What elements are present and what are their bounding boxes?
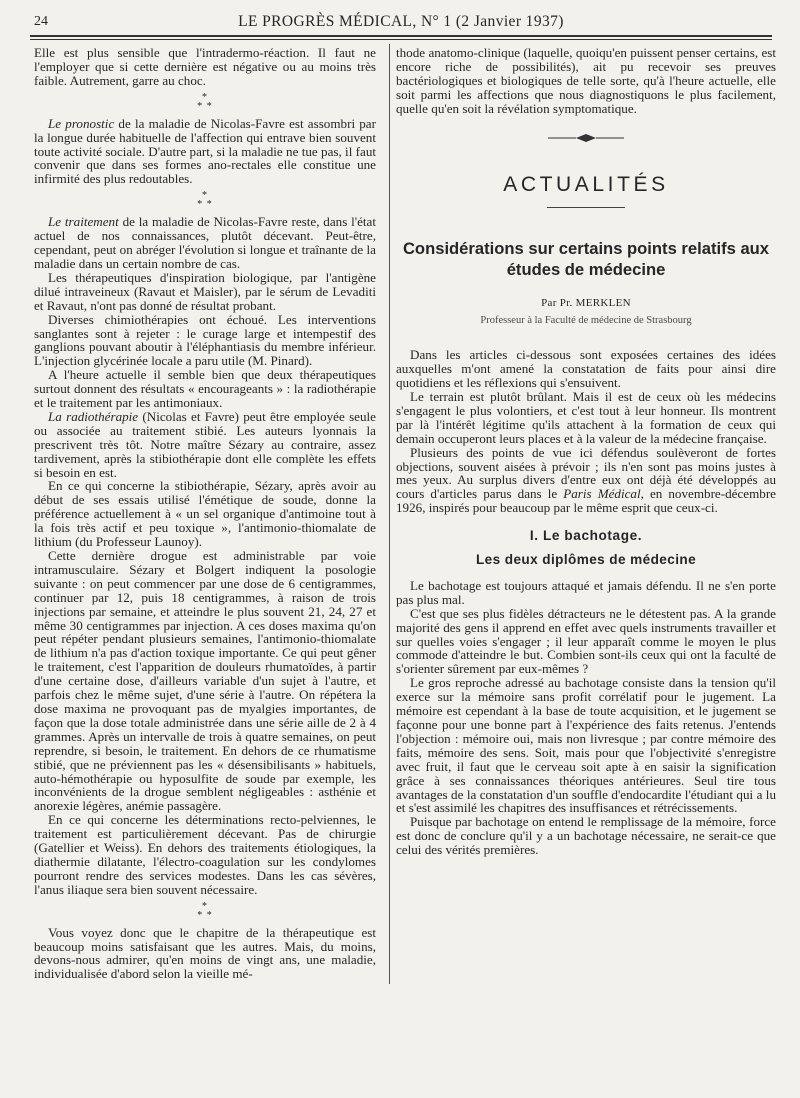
paragraph-text: de la maladie de Nicolas-Favre est assombri par la longue durée habituelle de l'affection qui entrave bien souvent toute activité sociale. D'autre part, si la maladie ne tue pas, il faut convenir que dans ses formes ano-rectales elle constitue une infirmité des plus redoutables. (34, 115, 376, 187)
right-column (396, 46, 776, 857)
article-title: Considérations sur certains points relatifs aux études de médecine (402, 239, 770, 280)
asterism-ornament: * * * (197, 900, 213, 921)
subheading-diplomes: Les deux diplômes de médecine (475, 552, 697, 568)
paragraph: En ce qui concerne la stibiothérapie, Sézary, après avoir au début de ses essais utilisé l'émétique de soude, donne la préférence actuellement à « un sel organique d'antimoine tout à la fois très actif et peu toxique », l'antimonio-thiomalate de lithium (du Professeur Launoy). (34, 478, 376, 550)
paragraph-text: , en novembre-décembre 1926, inspirés pour beaucoup par le même esprit que ceux-ci. (396, 486, 776, 516)
paragraph-pronostic (34, 117, 376, 187)
running-title: LE PROGRÈS MÉDICAL, N° 1 (2 Janvier 1937) (238, 13, 564, 30)
asterism-ornament: * * * (197, 190, 213, 211)
paragraph: Le gros reproche adressé au bachotage consiste dans la tension qu'il exerce sur la mémoire sans profit corrélatif pour le jugement. La mémoire est cependant à la base de toute acquisition, et le jugement se façonne pour une bonne part à l'expérience des faits retenus. J'entends l'objection : mémoire oui, mais non livresque ; par contre mémoire des faits, mémoire des sens. Soit, mais pour que l'objectivité s'enregistre avec fruit, il faut que le cerveau soit apte à en saisir la signification grâce à ses connaissances théoriques antérieures. Seul tire tous avantages de la constatation d'un souffle d'endocardite l'étudiant qui a lu et s'est assimilé les chapitres des insuffisances et rétrécissements. (396, 675, 776, 816)
paragraph: Vous voyez donc que le chapitre de la thérapeutique est beaucoup moins satisfaisant que les autres. Mais, du moins, devons-nous admirer, qu'en moins de vingt ans, une maladie, individualisée d'abord selon la vieille mé- (34, 924, 376, 982)
paragraph-radiotherapie (34, 410, 376, 480)
paragraph: Puisque par bachotage on entend le remplissage de la mémoire, force est donc de conclure qu'il y a un bachotage nécessaire, ne serait-ce que celui des vérités premières. (396, 814, 776, 858)
section-title: ACTUALITÉS (503, 172, 669, 196)
italic-lead: Le traitement (48, 214, 119, 230)
asterism-ornament: * * * (197, 91, 213, 112)
italic-journal: Paris Médical (563, 486, 641, 502)
page-number: 24 (34, 14, 48, 29)
left-column (34, 46, 376, 981)
paragraph: Cette dernière drogue est administrable par voie intramusculaire. Sézary et Bolgert indiquent la posologie suivante : on peut commencer par une dose de 6 centigrammes, continuer par 12, puis 18 centigrammes, à raison de trois injections par semaine, et atteindre le plus souvent 21, 24, 27 et même 30 centigrammes par injection. A ces doses maxima qu'on peut répéter pendant plusieurs semaines, l'antimonio-thiomalate de lithium n'a pas d'action toxique importante. Ce qui peut gêner le traitement, c'est l'apparition de douleurs rhumatoïdes, à partir d'une certaine dose, d'ailleurs variable d'un sujet à l'autre, et parfois chez le même sujet, d'une série à l'autre. On répétera la dose maxima ne provoquant pas de myalgies importantes, de façon que la dose totale administrée dans une série aille de 2 à 4 grammes. Après un intervalle de trois à quatre semaines, on peut reprendre, si besoin, le traitement. En dehors de ce rhumatisme stibié, que ne préviennent pas les « désensibilisants » habituels, auto-hémothérapie ou hyposulfite de soude par exemple, les inconvénients de la drogue semblent négligeables : asthénie et anorexie légères, anémie passagère. (34, 548, 376, 814)
paragraph: Diverses chimiothérapies ont échoué. Les interventions sanglantes sont à rejeter : le curage large et intempestif des ganglions pouvant aboutir à l'éléphantiasis du membre inférieur. L'injection glycérinée locale a paru utile (M. Pinard). (34, 311, 376, 369)
paragraph: En ce qui concerne les déterminations recto-pelviennes, le traitement est particulièrement décevant. Pas de chirurgie (Gatellier et Weiss). En dehors des traitements étiologiques, la diathermie dilatante, l'électro-coagulation sur les condylomes pourront rendre des services modestes. Dans les cas sévères, l'anus iliaque sera bien souvent nécessaire. (34, 812, 376, 897)
paragraph: Dans les articles ci-dessous sont exposées certaines des idées auxquelles m'ont amené la constatation de faits pour ainsi dire quotidiens et les réflexions qui s'ensuivent. (396, 347, 776, 391)
paragraph-text: Plusieurs des points de vue ici défendus soulèveront de fortes objections, souvent aisées à prévoir ; ils n'en sont pas moins justes à mes yeux. Au surplus divers d'entre eux ont déjà été développés au cours d'articles parus dans le (396, 444, 776, 502)
paragraph: A l'heure actuelle il semble bien que deux thérapeutiques surtout donnent des résultats « encourageants » : la radiothérapie et le traitement par les antimoniaux. (34, 367, 376, 411)
paragraph: thode anatomo-clinique (laquelle, quoiqu'en puissent penser certains, est encore riche de possibilités), ait pu recevoir ses preuves bactériologiques et biologiques de telle sorte, qu'à l'heure actuelle, elle soit parmi les affections que nous diagnostiquons le plus facilement, quelle qu'en soit la révélation symptomatique. (396, 45, 776, 116)
column-divider (389, 44, 390, 984)
subheading-bachotage: I. Le bachotage. (529, 528, 643, 544)
dash-ornament (548, 132, 624, 144)
italic-lead: Le pronostic (48, 115, 115, 131)
paragraph: Le terrain est plutôt brûlant. Mais il est de ceux où les médecins s'engagent le plus volontiers, et c'est tout à leur honneur. Ils montrent par là l'intérêt légitime qu'ils attachent à la formation de ceux qui demain occuperont leurs places et à la valeur de la médecine française. (396, 388, 776, 446)
paragraph-text: (Nicolas et Favre) peut être employée seule ou associée au traitement stibié. Les auteurs lyonnais la prescrivent très tôt. Notre maître Sézary au contraire, assez tardivement, après la stibiothérapie dont elle complète les effets si besoin en est. (34, 408, 376, 480)
author-affiliation: Professeur à la Faculté de médecine de Strasbourg (480, 315, 692, 327)
paragraph: C'est que ses plus fidèles détracteurs ne le détestent pas. A la grande majorité des gens il apprend en effet avec quels instruments travailler et sur quelles voies s'engager ; il leur apparaît comme le moyen le plus commode d'atteindre le but. Combien sont-ils ceux qui ont la faculté de s'orienter sûrement par eux-mêmes ? (396, 605, 776, 677)
paragraph: Le bachotage est toujours attaqué et jamais défendu. Il ne s'en porte pas plus mal. (396, 577, 776, 607)
paragraph-text: de la maladie de Nicolas-Favre reste, dans l'état actuel de nos connaissances, plutôt décevant. Peut-être, cependant, peut on abréger l'évolution si longue et traînante de la maladie dans un certain nombre de cas. (34, 214, 377, 271)
paragraph: Elle est plus sensible que l'intradermo-réaction. Il faut ne l'employer que si cette dernière est négative ou au moins très faible. Autrement, garre au choc. (34, 45, 376, 88)
article-byline: Par Pr. MERKLEN (541, 297, 631, 310)
paragraph-traitement (34, 215, 376, 271)
paragraph: Les thérapeutiques d'inspiration biologique, par l'antigène dilué intraveineux (Ravaut et Maisler), par le sérum de Levaditi et Ravaut, n'ont pas donné de résultat probant. (34, 269, 376, 313)
italic-lead: La radiothérapie (48, 408, 139, 424)
title-rule (547, 207, 625, 208)
header-rule-thin (30, 39, 772, 40)
paragraph-paris-medical (396, 446, 776, 516)
header-rule-thick (30, 35, 772, 37)
